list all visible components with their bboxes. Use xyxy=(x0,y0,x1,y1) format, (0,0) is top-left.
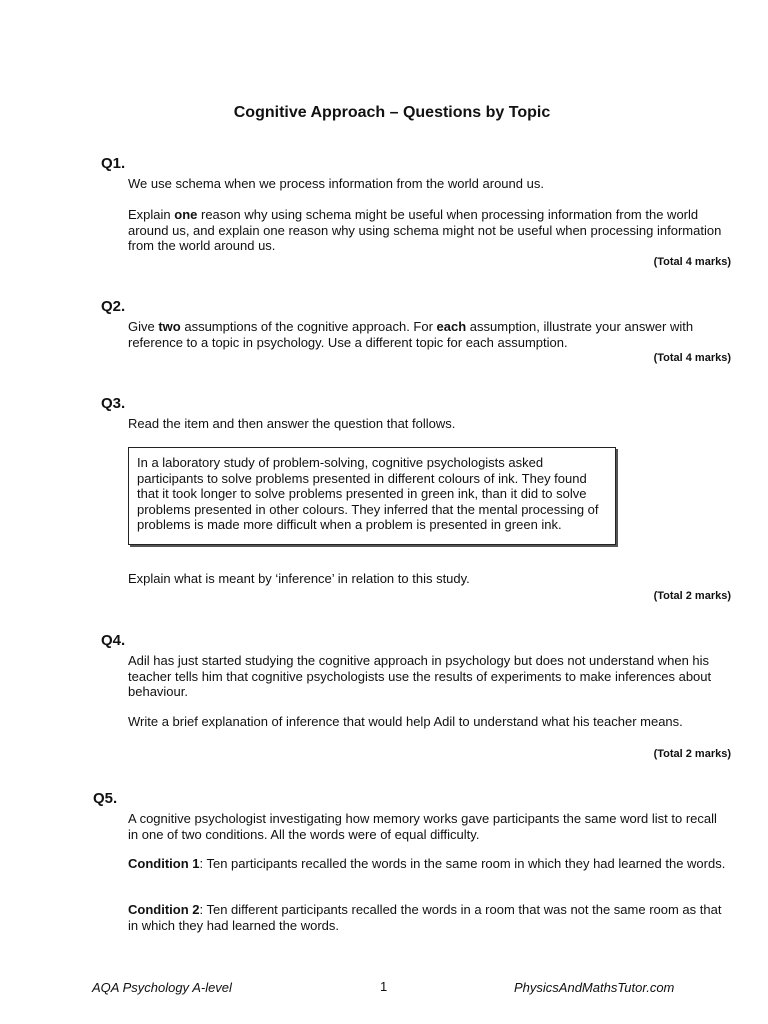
q2-task-d: each xyxy=(436,319,467,334)
q2-task-a: Give xyxy=(128,319,159,334)
q5-condition-2-label: Condition 2 xyxy=(128,902,200,917)
footer-right: PhysicsAndMathsTutor.com xyxy=(514,980,675,995)
question-label-q2: Q2. xyxy=(101,298,126,315)
q3-question: Explain what is meant by ‘inference’ in relation to this study. xyxy=(128,571,470,586)
q2-task-b: two xyxy=(158,319,181,334)
q3-marks: (Total 2 marks) xyxy=(653,590,731,602)
q5-condition-1-text: : Ten participants recalled the words in the same room in which they had learned the words. xyxy=(199,856,726,871)
q4-scenario: Adil has just started studying the cognitive approach in psychology but does not understand when his teacher tells him that cognitive psychologists use the results of experiments to make inferences about behaviour. xyxy=(128,653,712,699)
q5-condition-1 xyxy=(128,856,728,872)
q3-item-box: In a laboratory study of problem-solving, cognitive psychologists asked participants to solve problems presented in different colours of ink. They found that it took longer to solve problems presented in green ink, than it did to solve problems presented in other colours. They inferred that the mental processing of problems is made more difficult when a problem is presented in green ink. xyxy=(128,447,616,545)
q5-condition-2-text: : Ten different participants recalled the words in a room that was not the same room as that in which they had learned the words. xyxy=(128,902,722,933)
q2-marks: (Total 4 marks) xyxy=(653,352,731,364)
page-title: Cognitive Approach – Questions by Topic xyxy=(233,104,551,121)
q2-task-c: assumptions of the cognitive approach. For xyxy=(180,319,437,334)
q1-intro: We use schema when we process information from the world around us. xyxy=(128,176,544,191)
q5-condition-2 xyxy=(128,902,728,933)
q4-marks: (Total 2 marks) xyxy=(653,748,731,760)
q3-intro: Read the item and then answer the question that follows. xyxy=(128,416,456,431)
question-label-q5: Q5. xyxy=(93,790,118,807)
q2-task xyxy=(128,319,728,350)
q1-task-c: reason why using schema might be useful when processing information from the world around us, and explain one reason why using schema might not be useful when processing information from the world around us. xyxy=(128,207,722,253)
q1-task-a: Explain xyxy=(128,207,175,222)
q5-condition-1-label: Condition 1 xyxy=(128,856,200,871)
q2-task-e: assumption, illustrate your answer with reference to a topic in psychology. Use a different topic for each assumption. xyxy=(128,319,694,350)
page-number: 1 xyxy=(380,979,388,994)
q4-task: Write a brief explanation of inference that would help Adil to understand what his teacher means. xyxy=(128,714,683,729)
q1-task-b: one xyxy=(174,207,198,222)
question-label-q3: Q3. xyxy=(101,395,126,412)
footer-left: AQA Psychology A-level xyxy=(92,980,232,995)
question-label-q4: Q4. xyxy=(101,632,126,649)
question-label-q1: Q1. xyxy=(101,155,126,172)
q5-intro: A cognitive psychologist investigating how memory works gave participants the same word list to recall in one of two conditions. All the words were of equal difficulty. xyxy=(128,811,717,842)
q1-task xyxy=(128,207,728,254)
q1-marks: (Total 4 marks) xyxy=(653,256,731,268)
